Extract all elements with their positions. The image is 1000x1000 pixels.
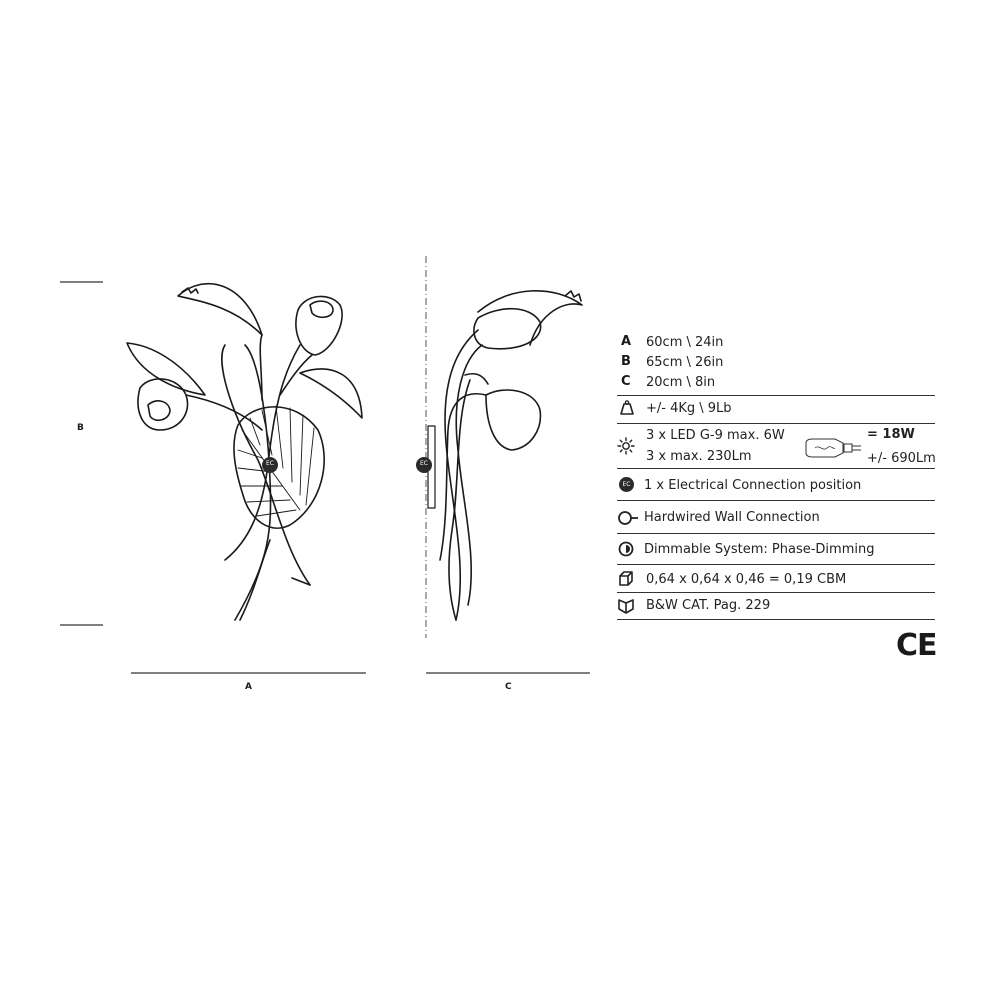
- spec-dimmable-value: Dimmable System: Phase-Dimming: [644, 542, 875, 557]
- spec-dim-a-letter: A: [621, 334, 632, 349]
- divider: [617, 395, 935, 396]
- spec-dim-c-letter: C: [621, 374, 631, 389]
- spec-light-total-watt: = 18W: [867, 427, 915, 442]
- spec-weight-value: +/- 4Kg \ 9Lb: [646, 401, 732, 416]
- divider: [617, 592, 935, 593]
- spec-light-line1: 3 x LED G-9 max. 6W: [646, 428, 785, 443]
- front-view-lamp: [127, 284, 362, 620]
- spec-package-value: 0,64 x 0,64 x 0,46 = 0,19 CBM: [646, 572, 847, 587]
- spec-dim-a-value: 60cm \ 24in: [646, 335, 724, 350]
- ec-badge-label: EC: [622, 481, 631, 488]
- weight-icon: [619, 400, 635, 416]
- spec-light-total-lumen: +/- 690Lm: [867, 451, 936, 466]
- spec-light-line2: 3 x max. 230Lm: [646, 449, 752, 464]
- spec-dim-c-value: 20cm \ 8in: [646, 375, 716, 390]
- dimension-c-label: C: [505, 682, 512, 692]
- dimmable-icon: [618, 541, 634, 557]
- dimension-b-label: B: [77, 423, 84, 433]
- divider: [617, 423, 935, 424]
- spec-connection-value: 1 x Electrical Connection position: [644, 478, 862, 493]
- dimension-a-label: A: [245, 682, 252, 692]
- divider: [617, 533, 935, 534]
- catalog-icon: [618, 598, 634, 614]
- divider: [617, 564, 935, 565]
- sun-icon: [617, 437, 635, 455]
- divider: [617, 468, 935, 469]
- box-icon: [618, 571, 634, 587]
- divider: [617, 500, 935, 501]
- spec-dim-b-value: 65cm \ 26in: [646, 355, 724, 370]
- side-view-lamp: [428, 291, 582, 620]
- divider: [617, 619, 935, 620]
- ec-marker-side-label: EC: [420, 460, 428, 467]
- spec-catalog-value: B&W CAT. Pag. 229: [646, 598, 771, 613]
- g9-bulb-icon: [803, 436, 863, 460]
- wall-connection-icon: [617, 510, 639, 526]
- ce-mark: CE: [896, 628, 937, 663]
- ec-marker-front-label: EC: [266, 460, 274, 467]
- spec-dim-b-letter: B: [621, 354, 631, 369]
- spec-hardwired-value: Hardwired Wall Connection: [644, 510, 820, 525]
